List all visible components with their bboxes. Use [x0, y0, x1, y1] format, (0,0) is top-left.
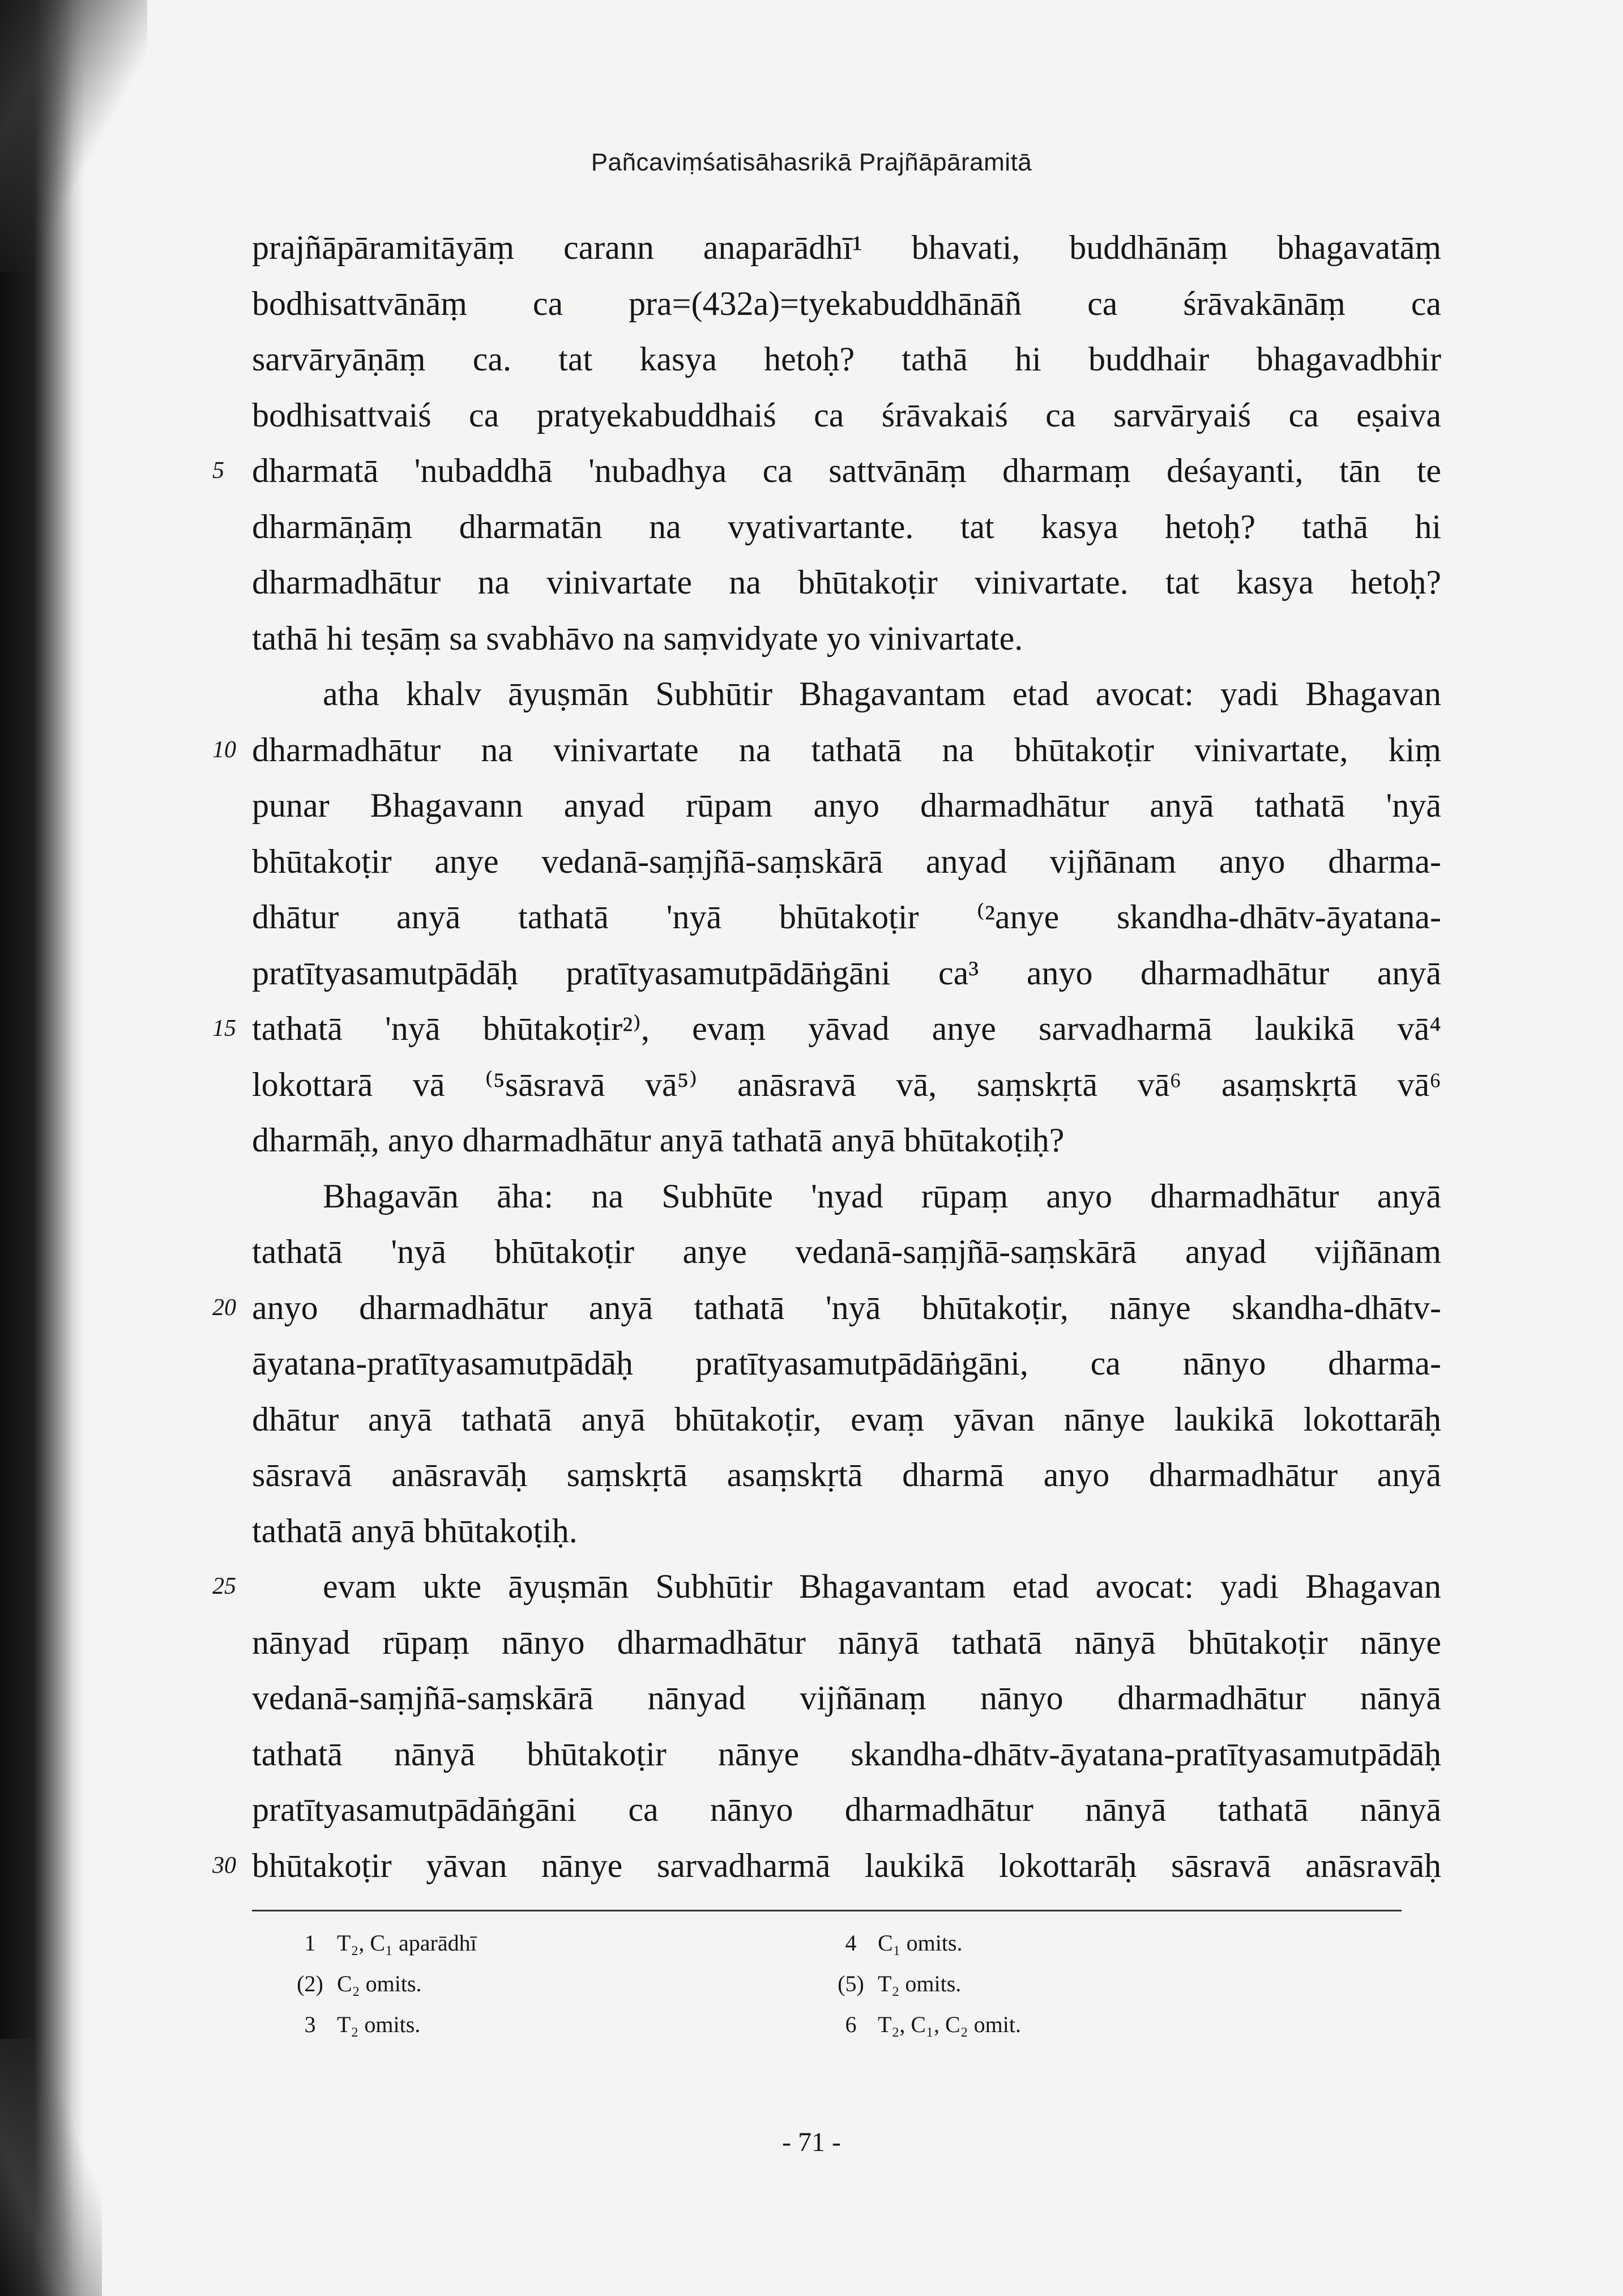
text-line	[252, 554, 1441, 611]
text-line	[252, 611, 1441, 667]
text-line	[212, 1001, 1441, 1057]
binding-shadow-top	[0, 0, 147, 272]
footnote-text: T₂ omits.	[337, 2012, 421, 2037]
line-text: pratītyasamutpādāṅgāni ca nānyo dharmadhātur nānyā tathatā nānyā	[252, 1791, 1441, 1828]
line-text: bhūtakoṭir anye vedanā-saṃjñā-saṃskārā anyad vijñānam anyo dharma-	[252, 842, 1441, 880]
line-text: vedanā-saṃjñā-saṃskārā nānyad vijñānaṃ nānyo dharmadhātur nānyā	[252, 1679, 1441, 1717]
line-text: tathatā anyā bhūtakoṭiḥ.	[252, 1512, 578, 1550]
text-line	[252, 1224, 1441, 1280]
text-line	[252, 387, 1441, 443]
line-text: tathatā nānyā bhūtakoṭir nānye skandha-dhātv-āyatana-pratītyasamutpādāḥ	[252, 1735, 1441, 1773]
line-text: tathā hi teṣāṃ sa svabhāvo na saṃvidyate yo vinivartate.	[252, 619, 1023, 657]
footnote-mark: (2)	[297, 1971, 323, 1996]
footnotes-right	[824, 1923, 1021, 2045]
line-text: pratītyasamutpādāḥ pratītyasamutpādāṅgāni ca³ anyo dharmadhātur anyā	[252, 954, 1441, 992]
footnote	[824, 1923, 1021, 1964]
text-line	[252, 220, 1441, 276]
line-number: 15	[212, 1015, 236, 1042]
line-text: anyo dharmadhātur anyā tathatā 'nyā bhūtakoṭir, nānye skandha-dhātv-	[252, 1288, 1441, 1326]
line-number: 10	[212, 736, 236, 763]
footnote-text: C₂ omits.	[337, 1971, 422, 1996]
text-line	[252, 889, 1441, 945]
text-line	[252, 1392, 1441, 1448]
text-line	[252, 1447, 1441, 1503]
text-line	[252, 276, 1441, 332]
text-line	[252, 945, 1441, 1001]
line-number: 20	[212, 1294, 236, 1321]
text-line	[252, 666, 1441, 722]
text-line	[252, 1168, 1441, 1224]
text-line	[252, 778, 1441, 834]
line-text: dharmāḥ, anyo dharmadhātur anyā tathatā anyā bhūtakoṭiḥ?	[252, 1121, 1065, 1159]
line-text: punar Bhagavann anyad rūpam anyo dharmadhātur anyā tathatā 'nyā	[252, 787, 1441, 824]
line-number: 25	[212, 1573, 236, 1599]
footnote	[824, 2004, 1021, 2045]
text-line	[252, 331, 1441, 387]
line-text: Bhagavān āha: na Subhūte 'nyad rūpaṃ anyo dharmadhātur anyā	[323, 1177, 1441, 1215]
footnote-mark: 1	[304, 1930, 316, 1956]
footnote-mark: (5)	[838, 1971, 864, 1996]
line-text: tathatā 'nyā bhūtakoṭir²⁾, evaṃ yāvad anye sarvadharmā laukikā vā⁴	[252, 1010, 1441, 1047]
text-line	[252, 1782, 1441, 1838]
line-number: 5	[212, 458, 224, 484]
line-text: lokottarā vā ⁽⁵sāsravā vā⁵⁾ anāsravā vā, saṃskṛtā vā⁶ asaṃskṛtā vā⁶	[252, 1065, 1441, 1103]
line-text: evam ukte āyuṣmān Subhūtir Bhagavantam etad avocat: yadi Bhagavan	[323, 1568, 1441, 1605]
binding-shadow	[0, 0, 85, 2296]
text-line	[252, 834, 1441, 890]
text-line	[212, 443, 1441, 499]
footnote-mark: 6	[845, 2012, 857, 2037]
line-text: āyatana-pratītyasamutpādāḥ pratītyasamutpādāṅgāni, ca nānyo dharma-	[252, 1345, 1441, 1382]
line-text: prajñāpāramitāyāṃ carann anaparādhī¹ bhavati, buddhānāṃ bhagavatāṃ	[252, 229, 1441, 266]
main-text	[212, 220, 1441, 1893]
text-line	[212, 722, 1441, 778]
text-line	[252, 1057, 1441, 1113]
line-text: dharmadhātur na vinivartate na tathatā na bhūtakoṭir vinivartate, kiṃ	[252, 731, 1441, 769]
text-line	[252, 1615, 1441, 1671]
footnote-text: T₂ omits.	[878, 1971, 962, 1996]
line-text: dharmāṇāṃ dharmatān na vyativartante. tat kasya hetoḥ? tathā hi	[252, 507, 1441, 545]
text-line	[212, 1838, 1441, 1894]
footnote-text: T₂, C₁, C₂ omit.	[878, 2012, 1021, 2037]
footnote	[283, 2004, 477, 2045]
footnote-rule	[252, 1910, 1402, 1911]
text-line	[252, 1335, 1441, 1392]
footnotes-left	[283, 1923, 477, 2045]
page-number: - 71 -	[782, 2127, 841, 2157]
line-text: bodhisattvānāṃ ca pra=(432a)=tyekabuddhānāñ ca śrāvakānāṃ ca	[252, 284, 1441, 322]
line-text: dhātur anyā tathatā anyā bhūtakoṭir, evaṃ yāvan nānye laukikā lokottarāḥ	[252, 1400, 1441, 1438]
line-number: 30	[212, 1852, 236, 1879]
line-text: nānyad rūpaṃ nānyo dharmadhātur nānyā tathatā nānyā bhūtakoṭir nānye	[252, 1623, 1441, 1661]
line-text: dhātur anyā tathatā 'nyā bhūtakoṭir ⁽²anye skandha-dhātv-āyatana-	[252, 898, 1441, 936]
line-text: dharmatā 'nubaddhā 'nubadhya ca sattvānāṃ dharmaṃ deśayanti, tān te	[252, 452, 1441, 489]
text-line	[252, 1112, 1441, 1168]
line-text: atha khalv āyuṣmān Subhūtir Bhagavantam etad avocat: yadi Bhagavan	[323, 675, 1441, 712]
line-text: bodhisattvaiś ca pratyekabuddhaiś ca śrāvakaiś ca sarvāryaiś ca eṣaiva	[252, 396, 1441, 434]
text-line	[252, 1726, 1441, 1782]
text-line	[212, 1280, 1441, 1336]
footnote-mark: 3	[304, 2012, 316, 2037]
text-line	[252, 499, 1441, 555]
line-text: sarvāryāṇāṃ ca. tat kasya hetoḥ? tathā hi buddhair bhagavadbhir	[252, 340, 1441, 378]
running-head: Pañcaviṃśatisāhasrikā Prajñāpāramitā	[591, 148, 1032, 176]
text-line	[252, 1670, 1441, 1726]
footnote-text: T₂, C₁ aparādhī	[337, 1930, 477, 1956]
footnote	[283, 1923, 477, 1964]
footnote-mark: 4	[845, 1930, 857, 1956]
footnote	[824, 1964, 1021, 2004]
footnote	[283, 1964, 477, 2004]
footnote-text: C₁ omits.	[878, 1930, 963, 1956]
line-text: dharmadhātur na vinivartate na bhūtakoṭir vinivartate. tat kasya hetoḥ?	[252, 564, 1441, 601]
line-text: sāsravā anāsravāḥ saṃskṛtā asaṃskṛtā dharmā anyo dharmadhātur anyā	[252, 1456, 1441, 1493]
text-line	[252, 1503, 1441, 1559]
line-text: tathatā 'nyā bhūtakoṭir anye vedanā-saṃjñā-saṃskārā anyad vijñānam	[252, 1233, 1441, 1270]
binding-shadow-bottom	[0, 2039, 102, 2296]
line-text: bhūtakoṭir yāvan nānye sarvadharmā laukikā lokottarāḥ sāsravā anāsravāḥ	[252, 1846, 1441, 1884]
text-line	[212, 1559, 1441, 1615]
